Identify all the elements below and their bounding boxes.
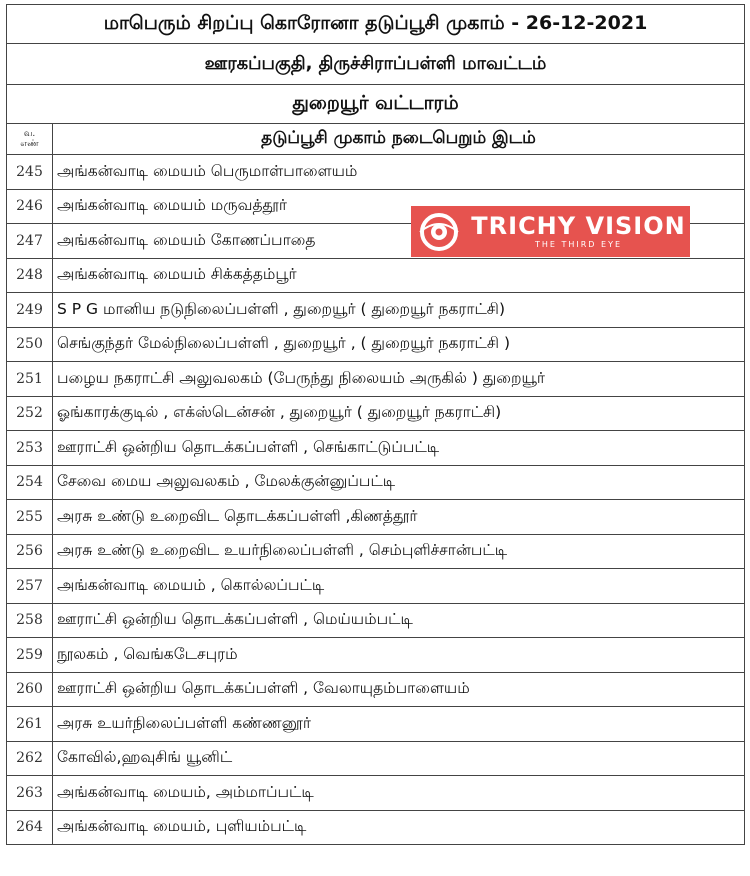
serial-number-header — [7, 124, 53, 155]
place-cell: அங்கன்வாடி மையம் கோணப்பாதை — [53, 224, 745, 259]
table-row — [7, 776, 745, 811]
vaccination-camp-sheet — [6, 4, 744, 845]
place-cell: சேவை மைய அலுவலகம் , மேலக்குன்னுப்பட்டி — [53, 465, 745, 500]
serial-number-cell: 258 — [7, 603, 53, 638]
place-cell: அரசு உண்டு உறைவிட உயர்நிலைப்பள்ளி , செம்புளிச்சான்பட்டி — [53, 534, 745, 569]
column-header-row — [7, 124, 745, 155]
serial-number-cell: 256 — [7, 534, 53, 569]
table-row — [7, 327, 745, 362]
watermark-tagline: THE THIRD EYE — [534, 239, 623, 249]
place-cell: அங்கன்வாடி மையம் , கொல்லப்பட்டி — [53, 569, 745, 604]
serial-number-cell: 257 — [7, 569, 53, 604]
watermark — [411, 206, 690, 257]
serial-number-cell: 245 — [7, 155, 53, 190]
place-cell: செங்குந்தர் மேல்நிலைப்பள்ளி , துறையூர் , ( துறையூர் நகராட்சி ) — [53, 327, 745, 362]
serial-header-line1: வ. — [23, 129, 36, 139]
watermark-brand: TRICHY VISION — [471, 211, 686, 240]
serial-number-cell: 253 — [7, 431, 53, 466]
place-cell: நூலகம் , வெங்கடேசபுரம் — [53, 638, 745, 673]
region-title: ஊரகப்பகுதி, திருச்சிராப்பள்ளி மாவட்டம் — [7, 44, 745, 85]
place-cell: அங்கன்வாடி மையம், புளியம்பட்டி — [53, 810, 745, 845]
serial-number-cell: 259 — [7, 638, 53, 673]
eye-logo-icon — [411, 206, 467, 257]
serial-number-cell: 251 — [7, 362, 53, 397]
region-row — [7, 44, 745, 85]
place-cell: அங்கன்வாடி மையம் மருவத்தூர் — [53, 189, 745, 224]
table-row — [7, 707, 745, 742]
serial-number-cell: 248 — [7, 258, 53, 293]
table-row — [7, 155, 745, 190]
block-row — [7, 85, 745, 124]
page-title: மாபெரும் சிறப்பு கொரோனா தடுப்பூசி முகாம் - 26-12-2021 — [7, 5, 745, 44]
table-row — [7, 810, 745, 845]
place-cell: அரசு உண்டு உறைவிட தொடக்கப்பள்ளி ,கிணத்தூர் — [53, 500, 745, 535]
serial-number-cell: 264 — [7, 810, 53, 845]
place-cell: பழைய நகராட்சி அலுவலகம் (பேருந்து நிலையம் அருகில் ) துறையூர் — [53, 362, 745, 397]
table-row — [7, 534, 745, 569]
place-cell: ஊராட்சி ஒன்றிய தொடக்கப்பள்ளி , மெய்யம்பட்டி — [53, 603, 745, 638]
place-cell: S P G மானிய நடுநிலைப்பள்ளி , துறையூர் ( துறையூர் நகராட்சி) — [53, 293, 745, 328]
table-row — [7, 362, 745, 397]
serial-number-cell: 252 — [7, 396, 53, 431]
place-cell: ஊராட்சி ஒன்றிய தொடக்கப்பள்ளி , செங்காட்டுப்பட்டி — [53, 431, 745, 466]
table-row — [7, 500, 745, 535]
table-row — [7, 672, 745, 707]
table-row — [7, 741, 745, 776]
table-row — [7, 431, 745, 466]
place-cell: அரசு உயர்நிலைப்பள்ளி கண்ணனூர் — [53, 707, 745, 742]
table-row — [7, 396, 745, 431]
place-cell: ஊராட்சி ஒன்றிய தொடக்கப்பள்ளி , வேலாயுதம்பாளையம் — [53, 672, 745, 707]
serial-number-cell: 260 — [7, 672, 53, 707]
camp-table — [6, 4, 745, 845]
table-row — [7, 569, 745, 604]
serial-number-cell: 263 — [7, 776, 53, 811]
place-cell: ஓங்காரக்குடில் , எக்ஸ்டென்சன் , துறையூர் ( துறையூர் நகராட்சி) — [53, 396, 745, 431]
place-cell: அங்கன்வாடி மையம், அம்மாப்பட்டி — [53, 776, 745, 811]
place-cell: அங்கன்வாடி மையம் பெருமாள்பாளையம் — [53, 155, 745, 190]
serial-header-line2: எண் — [20, 139, 39, 149]
serial-number-cell: 249 — [7, 293, 53, 328]
serial-number-cell: 247 — [7, 224, 53, 259]
serial-number-cell: 250 — [7, 327, 53, 362]
serial-number-cell: 261 — [7, 707, 53, 742]
serial-number-cell: 246 — [7, 189, 53, 224]
place-header: தடுப்பூசி முகாம் நடைபெறும் இடம் — [53, 124, 745, 155]
serial-number-cell: 254 — [7, 465, 53, 500]
place-cell: கோவில்,ஹவுசிங் யூனிட் — [53, 741, 745, 776]
title-row — [7, 5, 745, 44]
serial-number-cell: 262 — [7, 741, 53, 776]
place-cell: அங்கன்வாடி மையம் சிக்கத்தம்பூர் — [53, 258, 745, 293]
table-row — [7, 258, 745, 293]
table-row — [7, 603, 745, 638]
table-row — [7, 638, 745, 673]
table-row — [7, 293, 745, 328]
block-title: துறையூர் வட்டாரம் — [7, 85, 745, 124]
table-row — [7, 465, 745, 500]
serial-number-cell: 255 — [7, 500, 53, 535]
